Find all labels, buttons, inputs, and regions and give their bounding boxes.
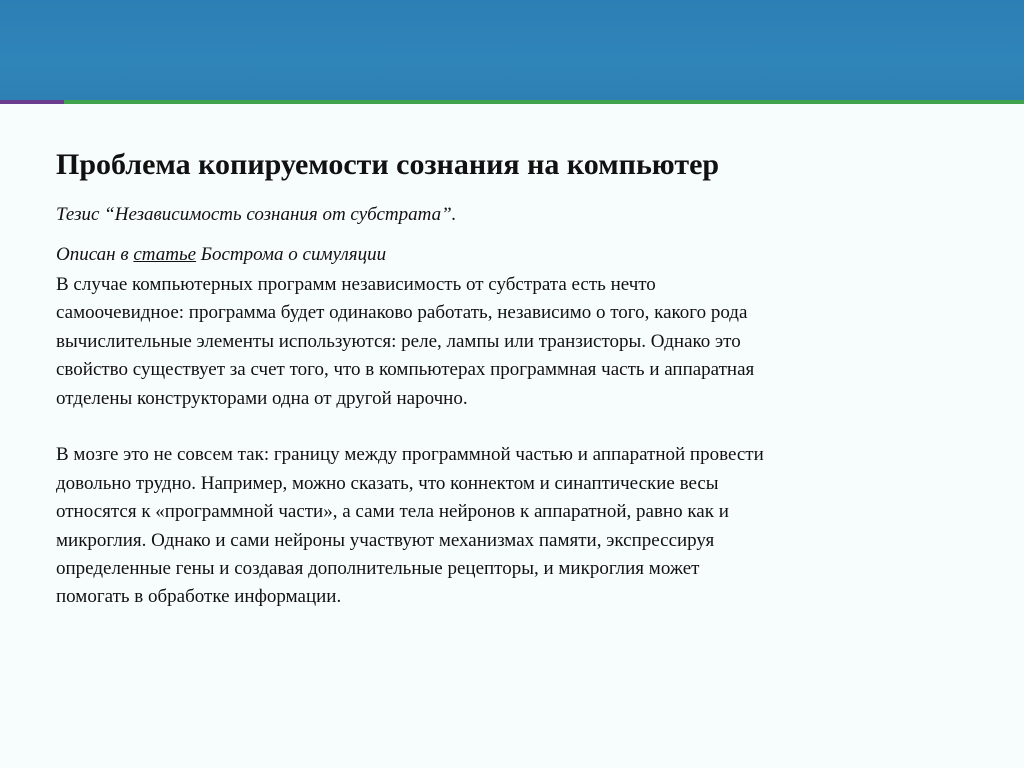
thesis-line: Тезис “Независимость сознания от субстрата”.	[56, 204, 457, 225]
article-link[interactable]: статье	[133, 244, 197, 265]
paragraph-1-line: отделены конструкторами одна от другой нарочно.	[56, 387, 468, 409]
paragraph-1-line: вычислительные элементы используются: реле, лампы или транзисторы. Однако это	[56, 330, 741, 352]
paragraph-2-line: микроглия. Однако и сами нейроны участвуют механизмах памяти, экспрессируя	[56, 529, 715, 551]
header-stripe-accent	[0, 100, 64, 104]
described-line	[56, 242, 386, 268]
described-prefix: Описан в	[56, 244, 134, 265]
paragraph-2-line: помогать в обработке информации.	[56, 586, 342, 608]
paragraph-2	[56, 441, 896, 611]
slide-title: Проблема копируемости сознания на компьютер	[56, 148, 720, 181]
paragraph-2-line: В мозге это не совсем так: границу между программной частью и аппаратной провести	[56, 444, 764, 466]
body-text	[56, 271, 896, 640]
described-suffix: Бострома о симуляции	[196, 244, 387, 265]
paragraph-1-line: свойство существует за счет того, что в компьютерах программная часть и аппаратная	[56, 359, 755, 381]
paragraph-2-line: довольно трудно. Например, можно сказать, что коннектом и синаптические весы	[56, 472, 719, 494]
paragraph-1-line: самоочевидное: программа будет одинаково работать, независимо о того, какого рода	[56, 302, 748, 324]
paragraph-1-line: В случае компьютерных программ независимость от субстрата есть нечто	[56, 274, 656, 295]
header-band	[0, 0, 1024, 100]
paragraph-2-line: относятся к «программной части», а сами тела нейронов к аппаратной, равно как и	[56, 501, 729, 523]
paragraph-2-line: определенные гены и создавая дополнительные рецепторы, и микроглия может	[56, 558, 700, 580]
header-stripe	[0, 100, 1024, 104]
paragraph-1	[56, 271, 896, 413]
